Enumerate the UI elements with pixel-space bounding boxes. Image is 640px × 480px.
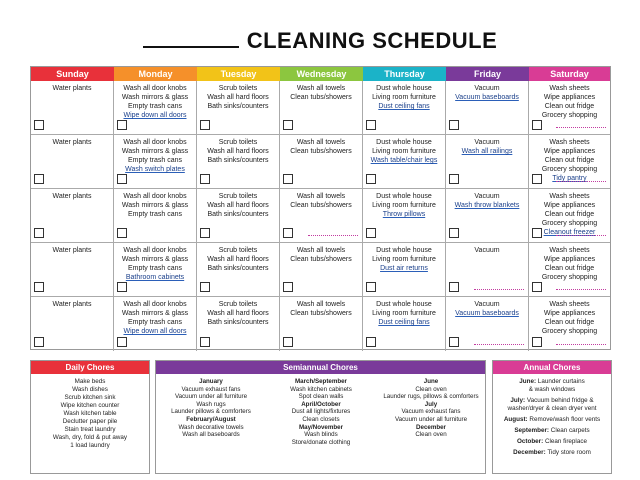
done-checkbox[interactable] [200, 174, 210, 184]
task-item: Living room furniture [372, 202, 436, 209]
month-heading: December [416, 423, 446, 431]
task-item: Clean out fridge [544, 319, 595, 326]
schedule-cell-sunday-week-2 [31, 135, 114, 189]
annual-chore-item [493, 386, 611, 394]
done-checkbox[interactable] [366, 174, 376, 184]
task-item: Wipe appliances [543, 202, 596, 209]
annual-month: August: [503, 416, 528, 423]
annual-chores-panel [492, 360, 612, 474]
writein-line[interactable] [474, 344, 524, 345]
semiannual-chore-item: Spot clean walls [298, 393, 344, 401]
schedule-cell-friday-week-5 [446, 297, 529, 351]
schedule-cell-tuesday-week-2 [197, 135, 280, 189]
writein-line[interactable] [556, 235, 606, 236]
task-item: Water plants [52, 193, 92, 200]
task-item: Wash all door knobs [123, 139, 187, 146]
task-item: Vacuum [474, 301, 500, 308]
done-checkbox[interactable] [200, 228, 210, 238]
semiannual-column [156, 378, 266, 439]
day-header-tuesday: Tuesday [197, 67, 280, 81]
annual-month: June: [519, 378, 537, 385]
semiannual-chore-item: Clean oven [415, 385, 447, 393]
task-item: Wash sheets [549, 193, 590, 200]
annual-chores-list [493, 374, 611, 457]
done-checkbox[interactable] [283, 174, 293, 184]
task-item: Wash all door knobs [123, 247, 187, 254]
done-checkbox[interactable] [283, 228, 293, 238]
task-item: Wash mirrors & glass [121, 256, 189, 263]
task-item: Wash mirrors & glass [121, 148, 189, 155]
annual-task: Clean carpets [549, 427, 590, 434]
done-checkbox[interactable] [366, 282, 376, 292]
task-item: Wash all towels [296, 247, 346, 254]
schedule-cell-thursday-week-5 [363, 297, 446, 351]
done-checkbox[interactable] [449, 120, 459, 130]
task-item: Wash all towels [296, 85, 346, 92]
schedule-cell-friday-week-4 [446, 243, 529, 297]
schedule-cell-wednesday-week-1 [280, 81, 363, 135]
done-checkbox[interactable] [283, 337, 293, 347]
annual-task: Launder curtains [536, 378, 585, 385]
schedule-cell-wednesday-week-4 [280, 243, 363, 297]
schedule-cell-thursday-week-2 [363, 135, 446, 189]
annual-month: December: [513, 449, 546, 456]
semiannual-chore-item: Clean oven [415, 431, 447, 439]
task-item: Clean tubs/showers [290, 256, 352, 263]
task-item: Wash all hard floors [207, 148, 269, 155]
done-checkbox[interactable] [532, 120, 542, 130]
annual-chore-item [493, 378, 611, 386]
task-item: Vacuum baseboards [455, 94, 519, 101]
done-checkbox[interactable] [449, 174, 459, 184]
task-item: Wash all door knobs [123, 193, 187, 200]
task-item: Clean out fridge [544, 265, 595, 272]
task-item: Wash all door knobs [123, 85, 187, 92]
schedule-cell-saturday-week-3 [529, 189, 610, 243]
day-header-friday: Friday [446, 67, 529, 81]
semiannual-column [376, 378, 486, 439]
task-item: Wash mirrors & glass [121, 94, 189, 101]
done-checkbox[interactable] [117, 174, 127, 184]
task-item: Vacuum [474, 85, 500, 92]
annual-task: Vacuum behind fridge & [525, 397, 594, 404]
schedule-cell-sunday-week-3 [31, 189, 114, 243]
task-item: Scrub toilets [218, 193, 258, 200]
task-item: Empty trash cans [127, 265, 183, 272]
done-checkbox[interactable] [532, 337, 542, 347]
task-item: Bathroom cabinets [125, 274, 185, 281]
semiannual-chores-list [156, 374, 485, 474]
semiannual-chore-item: Launder rugs, pillows & comforters [383, 393, 479, 401]
day-header-monday: Monday [114, 67, 197, 81]
task-item: Dust whole house [376, 139, 432, 146]
annual-chore-item [493, 405, 611, 413]
task-item: Wash all towels [296, 301, 346, 308]
month-heading: July [424, 400, 438, 408]
done-checkbox[interactable] [449, 228, 459, 238]
schedule-cell-sunday-week-1 [31, 81, 114, 135]
daily-chores-list [31, 374, 149, 450]
schedule-cell-monday-week-4 [114, 243, 197, 297]
writein-line[interactable] [474, 289, 524, 290]
semiannual-chore-item: Clean closets [302, 415, 340, 423]
done-checkbox[interactable] [532, 282, 542, 292]
day-header-sunday: Sunday [31, 67, 114, 81]
task-item: Wipe appliances [543, 94, 596, 101]
done-checkbox[interactable] [200, 337, 210, 347]
task-item: Bath sinks/counters [207, 103, 269, 110]
task-item: Dust whole house [376, 85, 432, 92]
task-item: Wash throw blankets [454, 202, 520, 209]
schedule-cell-friday-week-1 [446, 81, 529, 135]
schedule-cell-monday-week-5 [114, 297, 197, 351]
page-title [0, 28, 640, 54]
writein-line[interactable] [556, 344, 606, 345]
annual-chores-header: Annual Chores [493, 361, 611, 374]
task-item: Grocery shopping [541, 220, 598, 227]
task-item: Water plants [52, 85, 92, 92]
done-checkbox[interactable] [366, 228, 376, 238]
month-heading: May/November [298, 423, 344, 431]
task-item: Dust whole house [376, 247, 432, 254]
annual-task: washer/dryer & clean dryer vent [507, 405, 597, 412]
annual-month: September: [514, 427, 550, 434]
task-item: Wipe appliances [543, 148, 596, 155]
schedule-cell-tuesday-week-1 [197, 81, 280, 135]
schedule-cell-tuesday-week-4 [197, 243, 280, 297]
task-item: Wash all hard floors [207, 94, 269, 101]
weekly-schedule-grid [30, 66, 611, 350]
task-item: Vacuum [474, 139, 500, 146]
task-item: Dust ceiling fans [378, 319, 430, 326]
task-item: Wash all towels [296, 139, 346, 146]
done-checkbox[interactable] [117, 120, 127, 130]
task-item: Empty trash cans [127, 157, 183, 164]
month-heading: June [423, 378, 439, 385]
semiannual-chore-item: Vacuum exhaust fans [401, 408, 461, 416]
task-item: Dust whole house [376, 193, 432, 200]
daily-chore-item: Wash kitchen table [63, 410, 117, 417]
task-item: Scrub toilets [218, 85, 258, 92]
task-item: Dust air returns [380, 265, 428, 272]
schedule-cell-sunday-week-5 [31, 297, 114, 351]
schedule-cell-saturday-week-2 [529, 135, 610, 189]
task-item: Vacuum [474, 247, 500, 254]
done-checkbox[interactable] [283, 120, 293, 130]
task-item: Grocery shopping [541, 166, 598, 173]
task-item: Water plants [52, 301, 92, 308]
task-item: Wash sheets [549, 301, 590, 308]
task-item: Water plants [52, 247, 92, 254]
semiannual-chore-item: Wash rugs [196, 400, 226, 408]
task-item: Living room furniture [372, 256, 436, 263]
semiannual-chore-item: Vacuum under all furniture [394, 415, 468, 423]
task-item: Living room furniture [372, 94, 436, 101]
semiannual-chores-panel [155, 360, 486, 474]
writein-line[interactable] [308, 235, 358, 236]
daily-chore-item: 1 load laundry [70, 442, 110, 449]
task-item: Grocery shopping [541, 274, 598, 281]
task-item: Water plants [52, 139, 92, 146]
task-item: Bath sinks/counters [207, 211, 269, 218]
task-item: Wash mirrors & glass [121, 202, 189, 209]
daily-chores-header: Daily Chores [31, 361, 149, 374]
daily-chore-item: Wash, dry, fold & put away [52, 434, 128, 441]
schedule-cell-friday-week-2 [446, 135, 529, 189]
done-checkbox[interactable] [117, 228, 127, 238]
task-item: Wash switch plates [125, 166, 185, 173]
schedule-cell-saturday-week-5 [529, 297, 610, 351]
task-item: Bath sinks/counters [207, 265, 269, 272]
task-item: Scrub toilets [218, 247, 258, 254]
daily-chore-item: Declutter paper pile [62, 418, 118, 425]
done-checkbox[interactable] [283, 282, 293, 292]
annual-task: Remove/wash floor vents [527, 416, 601, 423]
done-checkbox[interactable] [449, 337, 459, 347]
task-item: Wash all hard floors [207, 202, 269, 209]
done-checkbox[interactable] [34, 174, 44, 184]
task-item: Scrub toilets [218, 139, 258, 146]
task-item: Wipe appliances [543, 310, 596, 317]
annual-task: Tidy store room [545, 449, 591, 456]
semiannual-chore-item: Vacuum under all furniture [174, 393, 248, 401]
done-checkbox[interactable] [117, 282, 127, 292]
task-item: Empty trash cans [127, 319, 183, 326]
task-item: Wipe down all doors [123, 328, 187, 335]
done-checkbox[interactable] [200, 282, 210, 292]
task-item: Wash all hard floors [207, 256, 269, 263]
title-text: CLEANING SCHEDULE [246, 28, 498, 53]
annual-chore-item [493, 416, 611, 424]
semiannual-chore-item: Wash decorative towels [178, 423, 244, 431]
task-item: Wipe down all doors [123, 112, 187, 119]
task-item: Wash all door knobs [123, 301, 187, 308]
task-item: Living room furniture [372, 148, 436, 155]
day-header-saturday: Saturday [529, 67, 610, 81]
annual-task: Clean fireplace [543, 438, 587, 445]
semiannual-chore-item: Vacuum exhaust fans [181, 385, 241, 393]
day-header-wednesday: Wednesday [280, 67, 363, 81]
task-item: Empty trash cans [127, 211, 183, 218]
name-blank-line[interactable] [143, 28, 239, 48]
schedule-cell-friday-week-3 [446, 189, 529, 243]
task-item: Clean tubs/showers [290, 202, 352, 209]
daily-chore-item: Stain treat laundry [64, 426, 116, 433]
schedule-cell-wednesday-week-3 [280, 189, 363, 243]
task-item: Wipe appliances [543, 256, 596, 263]
done-checkbox[interactable] [366, 337, 376, 347]
semiannual-chore-item: Dust all lights/fixtures [291, 408, 351, 416]
annual-chore-item [493, 397, 611, 405]
task-item: Wash table/chair legs [370, 157, 438, 164]
annual-task: & wash windows [528, 386, 576, 393]
schedule-cell-wednesday-week-2 [280, 135, 363, 189]
month-heading: March/September [295, 378, 347, 385]
task-item: Dust ceiling fans [378, 103, 430, 110]
semiannual-chore-item: Wash all baseboards [182, 431, 240, 439]
writein-line[interactable] [556, 181, 606, 182]
task-item: Throw pillows [382, 211, 426, 218]
schedule-cell-monday-week-2 [114, 135, 197, 189]
done-checkbox[interactable] [200, 120, 210, 130]
task-item: Wash sheets [549, 139, 590, 146]
done-checkbox[interactable] [366, 120, 376, 130]
semiannual-chore-item: Store/donate clothing [291, 438, 351, 446]
schedule-cell-monday-week-3 [114, 189, 197, 243]
task-item: Cleanout freezer [543, 229, 596, 236]
task-item: Scrub toilets [218, 301, 258, 308]
task-item: Empty trash cans [127, 103, 183, 110]
semiannual-chore-item: Launder pillows & comforters [171, 408, 251, 416]
month-heading: April/October [301, 400, 341, 408]
annual-chore-item [493, 427, 611, 435]
task-item: Wash mirrors & glass [121, 310, 189, 317]
task-item: Wash all hard floors [207, 310, 269, 317]
schedule-cell-sunday-week-4 [31, 243, 114, 297]
writein-line[interactable] [556, 127, 606, 128]
schedule-cell-thursday-week-1 [363, 81, 446, 135]
done-checkbox[interactable] [34, 120, 44, 130]
daily-chore-item: Wash dishes [72, 386, 108, 393]
task-item: Living room furniture [372, 310, 436, 317]
done-checkbox[interactable] [532, 174, 542, 184]
schedule-cell-monday-week-1 [114, 81, 197, 135]
annual-chore-item [493, 449, 611, 457]
done-checkbox[interactable] [117, 337, 127, 347]
done-checkbox[interactable] [34, 337, 44, 347]
month-heading: January [199, 378, 223, 385]
task-item: Dust whole house [376, 301, 432, 308]
schedule-cell-tuesday-week-3 [197, 189, 280, 243]
task-item: Wash sheets [549, 85, 590, 92]
semiannual-chores-header: Semiannual Chores [156, 361, 485, 374]
task-item: Clean tubs/showers [290, 94, 352, 101]
task-item: Grocery shopping [541, 328, 598, 335]
schedule-cell-tuesday-week-5 [197, 297, 280, 351]
done-checkbox[interactable] [449, 282, 459, 292]
task-item: Tidy pantry [552, 175, 587, 182]
task-item: Wash all towels [296, 193, 346, 200]
task-item: Clean out fridge [544, 103, 595, 110]
schedule-cell-thursday-week-4 [363, 243, 446, 297]
task-item: Vacuum baseboards [455, 310, 519, 317]
annual-month: October: [516, 438, 544, 445]
done-checkbox[interactable] [34, 228, 44, 238]
task-item: Bath sinks/counters [207, 319, 269, 326]
annual-chore-item [493, 438, 611, 446]
annual-month: July: [510, 397, 526, 404]
schedule-cell-wednesday-week-5 [280, 297, 363, 351]
semiannual-chore-item: Wash blinds [304, 431, 338, 439]
daily-chores-panel [30, 360, 150, 474]
daily-chore-item: Scrub kitchen sink [64, 394, 116, 401]
task-item: Wash all railings [461, 148, 513, 155]
day-header-thursday: Thursday [363, 67, 446, 81]
task-item: Vacuum [474, 193, 500, 200]
task-item: Bath sinks/counters [207, 157, 269, 164]
task-item: Clean out fridge [544, 211, 595, 218]
task-item: Clean tubs/showers [290, 148, 352, 155]
schedule-cell-saturday-week-4 [529, 243, 610, 297]
daily-chore-item: Make beds [74, 378, 106, 385]
semiannual-chore-item: Wash kitchen cabinets [290, 385, 352, 393]
daily-chore-item: Wipe kitchen counter [60, 402, 120, 409]
writein-line[interactable] [556, 289, 606, 290]
done-checkbox[interactable] [532, 228, 542, 238]
month-heading: February/August [186, 415, 236, 423]
schedule-cell-saturday-week-1 [529, 81, 610, 135]
semiannual-column [266, 378, 376, 446]
task-item: Clean tubs/showers [290, 310, 352, 317]
task-item: Wash sheets [549, 247, 590, 254]
task-item: Grocery shopping [541, 112, 598, 119]
schedule-cell-thursday-week-3 [363, 189, 446, 243]
task-item: Clean out fridge [544, 157, 595, 164]
done-checkbox[interactable] [34, 282, 44, 292]
